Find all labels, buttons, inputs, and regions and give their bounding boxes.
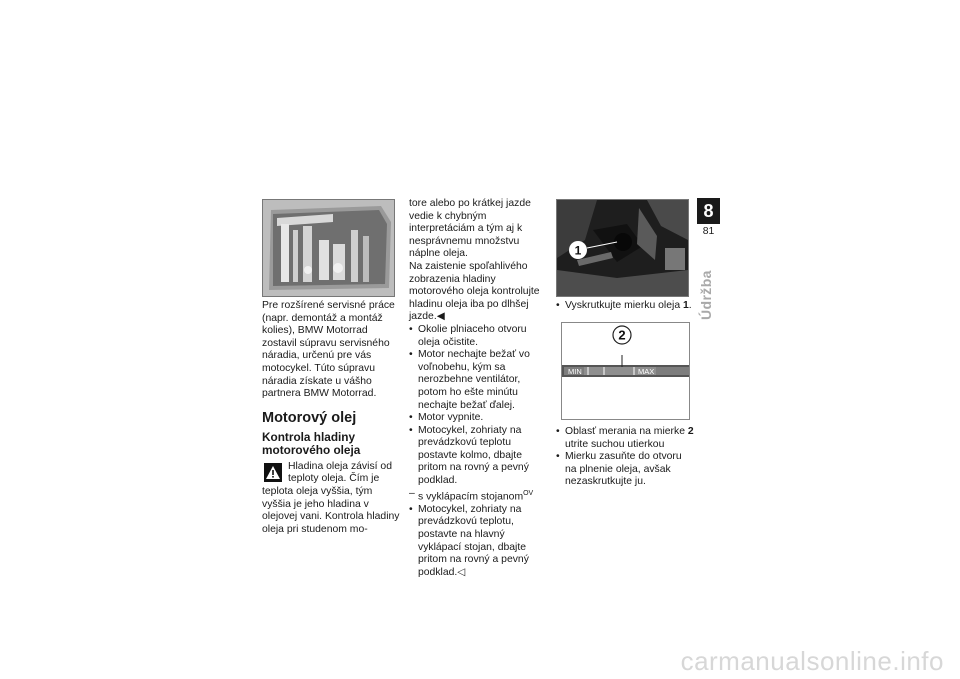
section-title-vertical: Údržba	[698, 270, 714, 320]
dipstick-max-mark: MAX	[638, 367, 655, 376]
end-mark: ◁	[457, 566, 466, 578]
step-list	[409, 324, 546, 488]
step-list-2	[409, 504, 546, 580]
step-item: • Okolie plniaceho otvoru oleja očistite.	[409, 323, 527, 348]
tool-kit-intro: Pre rozšírené servisné práce (napr. demontáž a montáž kolies), BMW Motorrad zostavil súpravu servisného náradia, určenú pre vás motocykel. Túto súpravu náradia získate u vášho partnera BMW Motorrad.	[262, 300, 395, 400]
step-item: • Oblasť merania na mierke 2 utrite suchou utierkou	[556, 426, 694, 450]
option-code: OV	[523, 489, 534, 497]
step-item: • Motocykel, zohriaty na prevádzkovú teplotu postavte kolmo, dbajte pritom na rovný a pevný podklad.	[409, 424, 529, 487]
dipstick-min-mark: MIN	[568, 367, 582, 376]
option-line: – s vyklápacím stojanom$^{OV}$	[409, 487, 534, 503]
step-item: • Motor vypnite.	[409, 412, 484, 424]
step-item: • Vyskrutkujte mierku oleja 1.	[556, 300, 692, 311]
dipstick-label-2: 2	[618, 327, 626, 343]
column-2	[409, 198, 546, 579]
watermark: carmanualsonline.info	[680, 646, 944, 676]
page-number: 81	[702, 226, 715, 237]
step-item: • Motocykel, zohriaty na prevádzkovú teplotu, postavte na hlavný vyklápací stojan, dbajte pritom na rovný a pevný podklad.◁	[409, 503, 529, 578]
step-list-4	[556, 426, 696, 489]
column-3	[556, 300, 696, 313]
column-1	[262, 300, 400, 536]
warning-note	[262, 461, 400, 537]
section-heading: Motorový olej	[262, 409, 357, 426]
step-item: • Motor nechajte bežať vo voľnobehu, kým sa nerozbehne ventilátor, potom ho ešte minútu nechajte bežať ďalej.	[409, 349, 530, 411]
continued-text: tore alebo po krátkej jazde vedie k chybným interpretáciám a tým aj k nesprávnemu množstvu náplne oleja.	[409, 198, 531, 260]
column-3-lower	[556, 426, 696, 489]
engine-dipstick-photo	[556, 199, 689, 297]
step-item: • Mierku zasuňte do otvoru na plnenie oleja, avšak nezaskrutkujte ju.	[556, 451, 682, 488]
tool-kit-photo	[262, 199, 395, 297]
step-list-3	[556, 300, 696, 313]
subsection-heading: Kontrola hladiny motorového oleja	[262, 429, 361, 458]
warning-triangle-icon	[264, 463, 282, 482]
end-mark: ◀	[436, 311, 445, 323]
chapter-tab: 8	[697, 198, 720, 224]
note-text: Na zaistenie spoľahlivého zobrazenia hladiny motorového oleja kontrolujte hladinu oleja iba po dlhšej jazde.◀	[409, 260, 540, 323]
photo-label-1: 1	[574, 243, 582, 258]
warning-text: Hladina oleja závisí od teploty oleja. Čím je teplota oleja vyššia, tým vyššia je jeho hladina v olejovej vani. Kontrola hladiny oleja pri studenom mo-	[262, 460, 400, 535]
dipstick-detail-figure	[561, 322, 690, 420]
